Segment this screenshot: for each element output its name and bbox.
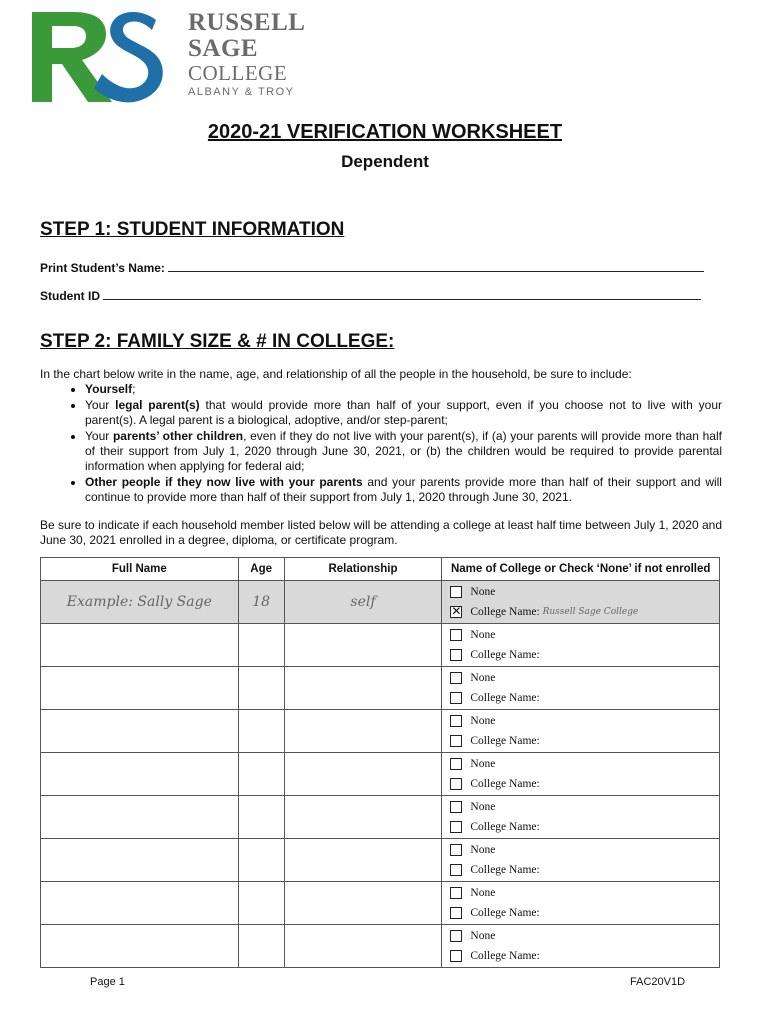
college-cell [442, 710, 720, 753]
student-name-line[interactable] [168, 259, 704, 272]
none-checkbox[interactable] [450, 715, 462, 727]
college-checkbox[interactable] [450, 821, 462, 833]
college-logo [28, 6, 306, 110]
none-label: None [470, 758, 496, 770]
table-row [41, 667, 720, 710]
none-label: None [470, 844, 496, 856]
relationship-cell[interactable] [284, 839, 442, 882]
name-cell[interactable] [41, 624, 239, 667]
college-label: College Name: [470, 649, 540, 661]
college-cell [442, 925, 720, 968]
relationship-cell[interactable] [284, 710, 442, 753]
none-option[interactable] [450, 883, 719, 903]
college-label: College Name: [470, 907, 540, 919]
college-option [450, 602, 719, 622]
student-name-label: Print Student’s Name: [40, 261, 165, 275]
none-label: None [470, 930, 496, 942]
college-cell [442, 882, 720, 925]
none-option[interactable] [450, 797, 719, 817]
table-row [41, 710, 720, 753]
table-row [41, 753, 720, 796]
college-option[interactable] [450, 774, 719, 794]
example-relationship: self [284, 581, 442, 624]
college-label: College Name: [470, 864, 540, 876]
college-option[interactable] [450, 817, 719, 837]
college-option[interactable] [450, 645, 719, 665]
relationship-cell[interactable] [284, 882, 442, 925]
relationship-cell[interactable] [284, 753, 442, 796]
list-item: • Yourself; [85, 382, 722, 397]
step2-heading: STEP 2: FAMILY SIZE & # IN COLLEGE: [40, 331, 395, 352]
name-cell[interactable] [41, 925, 239, 968]
college-option[interactable] [450, 903, 719, 923]
none-checkbox[interactable] [450, 801, 462, 813]
form-code: FAC20V1D [630, 976, 686, 988]
college-checkbox[interactable] [450, 735, 462, 747]
example-college-cell [442, 581, 720, 624]
college-label: College Name: [470, 778, 540, 790]
none-option[interactable] [450, 668, 719, 688]
age-cell[interactable] [238, 753, 284, 796]
college-cell [442, 839, 720, 882]
header-relationship: Relationship [284, 558, 442, 581]
step2-intro: In the chart below write in the name, age, and relationship of all the people in the household, be sure to include: [40, 367, 632, 381]
age-cell[interactable] [238, 624, 284, 667]
age-cell[interactable] [238, 839, 284, 882]
example-row [41, 581, 720, 624]
name-cell[interactable] [41, 710, 239, 753]
none-checkbox[interactable] [450, 930, 462, 942]
student-id-line[interactable] [103, 287, 701, 300]
household-include-list [40, 382, 722, 505]
name-cell[interactable] [41, 796, 239, 839]
table-header-row [41, 558, 720, 581]
name-cell[interactable] [41, 839, 239, 882]
step1-heading: STEP 1: STUDENT INFORMATION [40, 219, 345, 240]
college-option[interactable] [450, 860, 719, 880]
none-checkbox[interactable] [450, 758, 462, 770]
student-name-field[interactable] [40, 259, 704, 275]
header-college: Name of College or Check ‘None’ if not enrolled [442, 558, 720, 581]
none-label: None [470, 801, 496, 813]
college-checkbox-checked [450, 606, 462, 618]
none-label: None [470, 629, 496, 641]
college-label: College Name: [470, 821, 540, 833]
none-option[interactable] [450, 840, 719, 860]
table-row [41, 624, 720, 667]
step2-instructions [40, 367, 722, 548]
logo-line-college: COLLEGE [188, 61, 288, 85]
none-checkbox[interactable] [450, 844, 462, 856]
household-table [40, 557, 720, 968]
none-option[interactable] [450, 625, 719, 645]
none-checkbox[interactable] [450, 887, 462, 899]
none-option [450, 582, 719, 602]
name-cell[interactable] [41, 667, 239, 710]
age-cell[interactable] [238, 882, 284, 925]
none-checkbox [450, 586, 462, 598]
list-item: • Other people if they now live with your parents and your parents provide more than half of their support and will continue to provide more than half of their support from July 1, 2020 through June 30, 2021. [85, 475, 722, 506]
college-cell [442, 624, 720, 667]
example-name: Example: Sally Sage [41, 581, 239, 624]
table-row [41, 882, 720, 925]
college-checkbox[interactable] [450, 692, 462, 704]
table-row [41, 839, 720, 882]
none-label: None [470, 586, 496, 598]
relationship-cell[interactable] [284, 667, 442, 710]
header-age: Age [238, 558, 284, 581]
college-option[interactable] [450, 688, 719, 708]
relationship-cell[interactable] [284, 796, 442, 839]
age-cell[interactable] [238, 925, 284, 968]
none-label: None [470, 715, 496, 727]
table-row [41, 796, 720, 839]
logo-line-russell: RUSSELL [188, 9, 306, 36]
header-full-name: Full Name [41, 558, 239, 581]
rs-monogram-logo [28, 6, 168, 110]
age-cell[interactable] [238, 667, 284, 710]
college-option[interactable] [450, 731, 719, 751]
logo-wordmark [188, 10, 305, 98]
none-label: None [470, 672, 496, 684]
relationship-cell[interactable] [284, 624, 442, 667]
college-checkbox[interactable] [450, 950, 462, 962]
none-label: None [470, 887, 496, 899]
table-row [41, 925, 720, 968]
age-cell[interactable] [238, 796, 284, 839]
college-checkbox[interactable] [450, 778, 462, 790]
college-cell [442, 667, 720, 710]
example-college-name: Russell Sage College [542, 607, 639, 617]
none-option[interactable] [450, 926, 719, 946]
logo-line-sage: SAGE [188, 35, 259, 62]
page-title: 2020-21 VERIFICATION WORKSHEET [207, 121, 563, 143]
college-label: College Name: [470, 692, 540, 704]
list-item: • Your parents’ other children, even if they do not live with your parent(s), if (a) your parents will provide more than half of their support from July 1, 2020 through June 30, 2021, or (b) the children would be required to provide parental information when applying for federal aid; [85, 429, 722, 475]
college-cell [442, 753, 720, 796]
name-cell[interactable] [41, 753, 239, 796]
student-id-label: Student ID [40, 289, 100, 303]
college-checkbox[interactable] [450, 907, 462, 919]
logo-line-location: ALBANY & TROY [188, 86, 295, 98]
age-cell[interactable] [238, 710, 284, 753]
page-subtitle: Dependent [341, 152, 429, 171]
page-number: Page 1 [90, 976, 125, 988]
college-option[interactable] [450, 946, 719, 966]
college-checkbox[interactable] [450, 649, 462, 661]
none-checkbox[interactable] [450, 629, 462, 641]
college-label: College Name: [470, 950, 540, 962]
college-checkbox[interactable] [450, 864, 462, 876]
student-id-field[interactable] [40, 287, 701, 303]
none-option[interactable] [450, 711, 719, 731]
step2-note: Be sure to indicate if each household member listed below will be attending a college at least half time between July 1, 2020 and June 30, 2021 enrolled in a degree, diploma, or certificate program. [40, 517, 722, 548]
none-option[interactable] [450, 754, 719, 774]
none-checkbox[interactable] [450, 672, 462, 684]
name-cell[interactable] [41, 882, 239, 925]
list-item: • Your legal parent(s) that would provide more than half of your support, even if you choose not to live with your parent(s). A legal parent is a biological, adoptive, and/or step-parent; [85, 398, 722, 429]
college-cell [442, 796, 720, 839]
example-age: 18 [238, 581, 284, 624]
relationship-cell[interactable] [284, 925, 442, 968]
college-label: College Name: [470, 735, 540, 747]
college-label: College Name: [470, 606, 540, 618]
